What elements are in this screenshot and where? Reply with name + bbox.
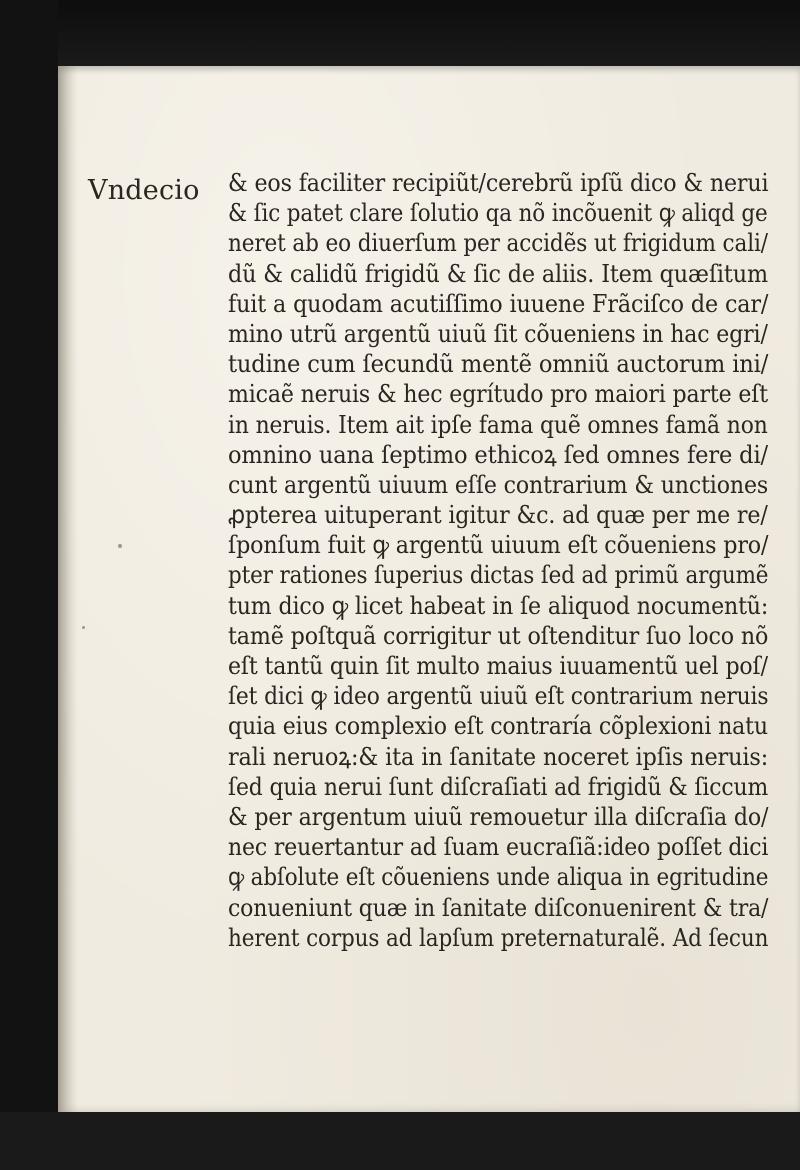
text-line: micaẽ neruis & hec egrítudo pro maiori parte eſt [228, 379, 768, 409]
text-line: ſed quia nerui ſunt diſcraſiati ad frigidũ & ſiccum [228, 771, 769, 801]
body-text [228, 168, 768, 953]
text-line: ꝙ abſolute eſt cõueniens unde aliqua in egritudine [228, 862, 769, 892]
page-gutter-shadow [58, 66, 78, 1112]
text-line: mino utrũ argentũ uiuũ ſit cõueniens in hac egri/ [228, 318, 768, 348]
scan-bottom-border [0, 1112, 800, 1170]
text-line: pter rationes ſuperius dictas ſed ad primũ argumẽ [228, 560, 769, 590]
text-line: & eos faciliter recipiũt/cerebrũ ipſũ dico & nerui [228, 168, 769, 197]
text-line: & ſic patet clare ſolutio qa nõ incõuenit ꝙ aliqd ge [228, 198, 768, 228]
text-line: omnino uana ſeptimo ethicoꝝ ſed omnes fere di/ [228, 439, 768, 469]
text-line: & per argentum uiuũ remouetur illa diſcraſia do/ [228, 801, 769, 831]
text-line: eſt tantũ quin ſit multo maius iuuamentũ uel poſ/ [228, 651, 768, 680]
text-line: quia eius complexio eſt contraría cõplexioni natu [228, 711, 768, 741]
ink-speck [82, 626, 85, 629]
text-line: ꝓpterea uituperant igitur &c. ad quæ per me re/ [228, 500, 768, 530]
text-line: ſponſum fuit ꝙ argentũ uiuum eſt cõueniens pro/ [228, 530, 769, 560]
marginal-note: Vndecio [88, 175, 200, 206]
text-line: fuit a quodam acutiſſimo iuuene Frãciſco de car/ [228, 288, 769, 318]
text-line: in neruis. Item ait ipſe fama quẽ omnes famã non [228, 409, 768, 439]
text-line: conueniunt quæ in ſanitate diſconuenirent & tra/ [228, 892, 769, 922]
text-line: rali neruoꝝ:& ita in ſanitate noceret ipſis neruis: [228, 741, 769, 771]
text-line: cunt argentũ uiuum eſſe contrarium & unctiones [228, 469, 769, 499]
text-line: nec reuertantur ad ſuam eucraſiã:ideo poſſet dici [228, 832, 769, 862]
text-line: ſet dici ꝙ ideo argentũ uiuũ eſt contrarium neruis [228, 681, 769, 711]
scan-left-border [0, 0, 58, 1170]
text-line: dũ & calidũ frigidũ & ſic de aliis. Item quæſitum [228, 258, 768, 288]
ink-speck [118, 544, 122, 548]
text-line: tamẽ poſtquã corrigitur ut oſtenditur ſuo loco nõ [228, 620, 769, 650]
scan-top-border [0, 0, 800, 66]
text-line: herent corpus ad lapſum preternaturalẽ. Ad ſecun [228, 922, 769, 952]
text-line: tum dico ꝙ licet habeat in ſe aliquod nocumentũ: [228, 590, 769, 620]
text-line: neret ab eo diuerſum per accidẽs ut frigidum cali/ [228, 228, 768, 258]
text-line: tudine cum ſecundũ mentẽ omniũ auctorum ini/ [228, 349, 769, 379]
